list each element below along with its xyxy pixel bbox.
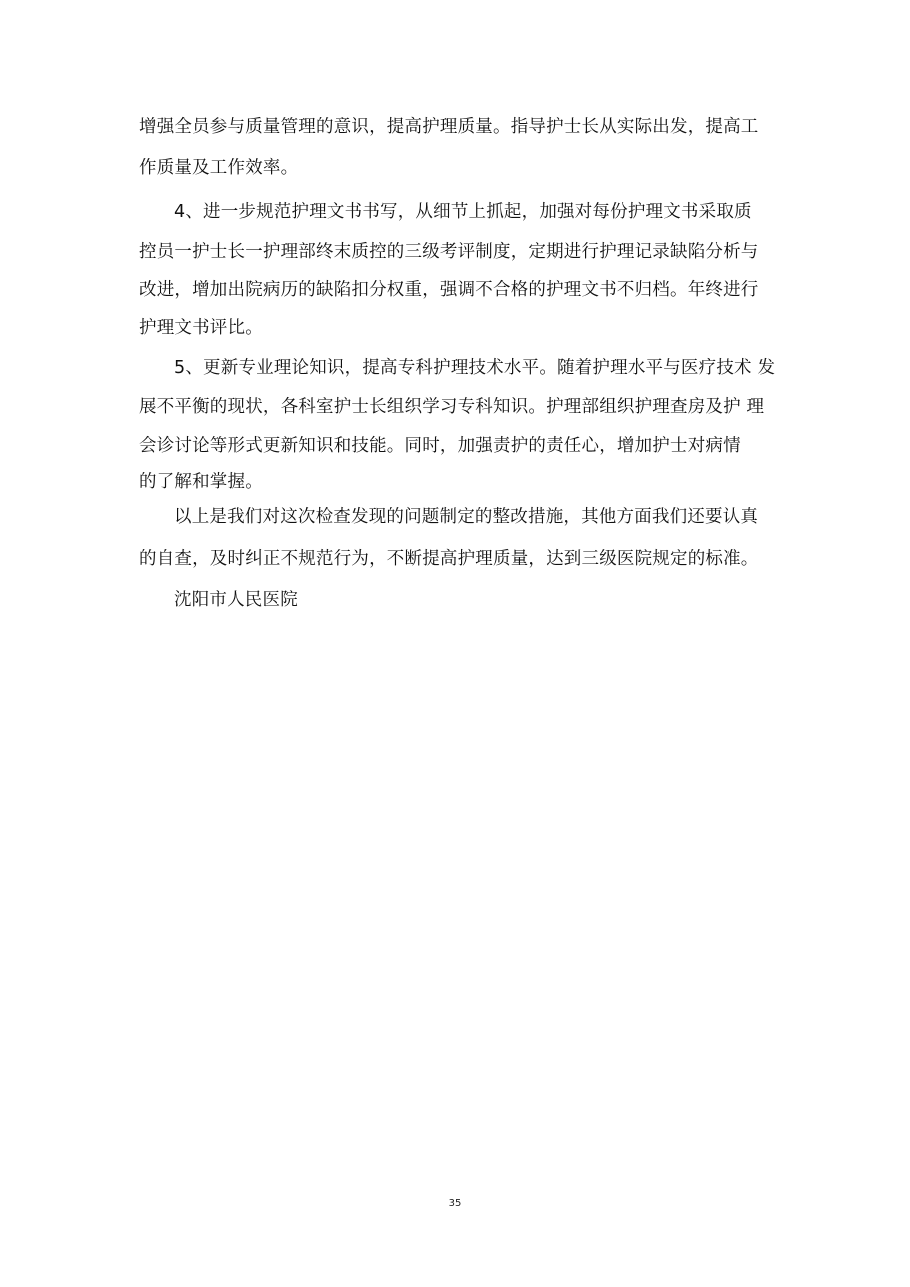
paragraph-line: 作质量及工作效率。 <box>139 158 299 178</box>
paragraph-line: 的自查，及时纠正不规范行为，不断提高护理质量，达到三级医院规定的标准。 <box>139 549 759 569</box>
paragraph-line: 护理文书评比。 <box>139 318 263 338</box>
paragraph-line: 4、进一步规范护理文书书写，从细节上抓起，加强对每份护理文书采取质 <box>174 202 752 222</box>
paragraph-line: 会诊讨论等形式更新知识和技能。同时，加强责护的责任心，增加护士对病情 <box>139 436 741 456</box>
paragraph-line: 控员一护士长一护理部终末质控的三级考评制度，定期进行护理记录缺陷分析与 <box>139 242 759 262</box>
paragraph-line: 的了解和掌握。 <box>139 472 263 492</box>
signature: 沈阳市人民医院 <box>174 590 298 610</box>
paragraph-line: 展不平衡的现状，各科室护士长组织学习专科知识。护理部组织护理查房及护 理 <box>139 397 765 417</box>
paragraph-line: 5、更新专业理论知识，提高专科护理技术水平。随着护理水平与医疗技术 发 <box>174 358 776 378</box>
paragraph-line: 改进，增加出院病历的缺陷扣分权重，强调不合格的护理文书不归档。年终进行 <box>139 280 759 300</box>
paragraph-line: 增强全员参与质量管理的意识，提高护理质量。指导护士长从实际出发，提高工 <box>139 117 759 137</box>
paragraph-line: 以上是我们对这次检查发现的问题制定的整改措施，其他方面我们还要认真 <box>174 507 759 527</box>
page-number: 35 <box>448 1198 462 1209</box>
